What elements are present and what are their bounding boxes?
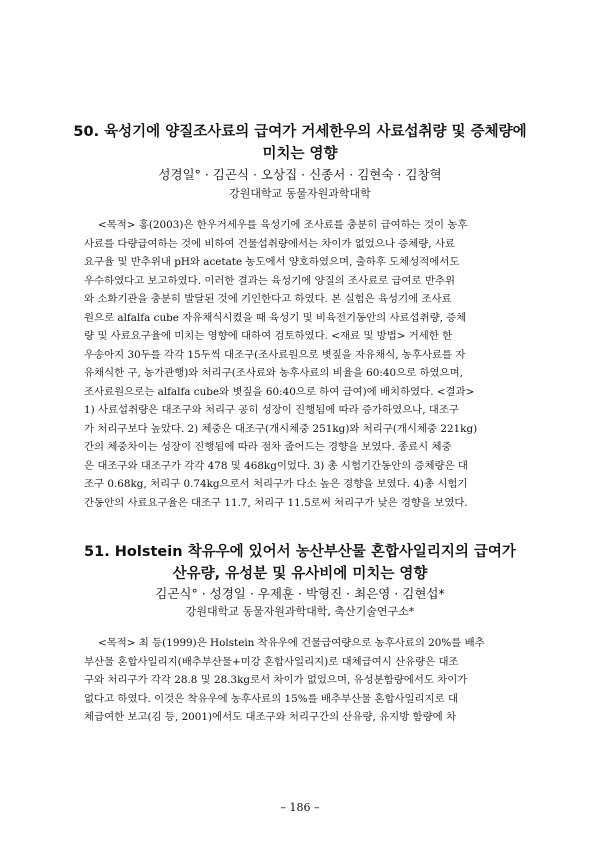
abstract-50-authors: 성경일° · 김곤식 · 오상집 · 신종서 · 김현숙 · 김창혁: [158, 167, 442, 182]
paragraph-line: 간의 체중차이는 성장이 진행됨에 따라 점차 줄어드는 경향을 보였다. 종료시 체중: [84, 441, 452, 453]
paragraph-line: 구와 처리구가 각각 28.8 및 28.3kg로서 차이가 없었으며, 유성분함량에서도 차이가: [84, 674, 468, 686]
abstract-51-authors: 김곤식° · 성경일 · 우제훈 · 박형진 · 최은영 · 김현섭*: [155, 586, 445, 601]
paragraph-line: 없다고 하였다. 이것은 착유우에 농후사료의 15%를 배추부산물 혼합사일리지로 대: [84, 692, 459, 705]
paragraph-line: 은 대조구와 대조구가 각각 478 및 468kg이었다. 3) 총 시험기간동안의 증체량은 대: [84, 459, 468, 472]
abstract-50-title: [60, 121, 540, 165]
paragraph-line: 원으로 alfalfa cube 자유채식시켰을 때 육성기 및 비육전기동안의 사료섭취량, 증체: [84, 311, 467, 324]
paragraph-line: 조구 0.68kg, 처리구 0.74kg으로서 처리구가 다소 높은 경향을 보였다. 4)총 시험기: [84, 478, 468, 490]
paragraph-line: 우수하였다고 보고하였다. 이러한 결과는 육성기에 양질의 조사료로 급여로 반추위: [84, 274, 455, 287]
paragraph-line: 우송아지 30두를 각각 15두씩 대조구(조사료원으로 볏짚을 자유채식, 농후사료를 자: [84, 348, 466, 361]
abstract-51-body: [84, 634, 516, 727]
paragraph-line: 1) 사료섭취량은 대조구와 처리구 공히 성장이 진행됨에 따라 증가하였으나, 대조구: [84, 404, 459, 416]
paragraph-line: 요구율 및 반추위내 pH와 acetate 농도에서 양호하였으며, 출하후 도체성적에서도: [84, 256, 460, 268]
paragraph-line: 조사료원으로는 alfalfa cube와 볏짚을 60:40으로 하여 급여)에 배치하였다. <결과>: [84, 385, 475, 398]
paragraph-line: <목적> 최 등(1999)은 Holstein 착유우에 건물급여량으로 농후사료의 20%를 배추: [98, 637, 485, 649]
abstract-50-body: [84, 216, 516, 512]
paragraph-line: 유채식한 구, 농가관행)와 처리구(조사료와 농후사료의 비율을 60:40으로 하였으며,: [84, 367, 463, 379]
title-line: 50. 육성기에 양질조사료의 급여가 거세한우의 사료섭취량 및 증체량에: [73, 124, 527, 140]
paragraph-line: 간동안의 사료요구율은 대조구 11.7, 처리구 11.5로써 처리구가 낮은 경향을 보였다.: [84, 496, 468, 509]
paragraph-line: 와 소화기관을 충분히 발달된 것에 기인한다고 하였다. 본 실험은 육성기에 조사료: [84, 293, 452, 305]
page-number: – 186 –: [280, 801, 320, 814]
abstract-51-affiliation: 강원대학교 동물자원과학대학, 축산기술연구소*: [185, 605, 415, 618]
title-line: 미치는 영향: [262, 146, 338, 162]
title-line: 산유량, 유성분 및 유사비에 미치는 영향: [172, 566, 428, 582]
paragraph-line: 체급여한 보고(김 등, 2001)에서도 대조구와 처리구간의 산유량, 유지방 함량에 차: [84, 711, 457, 723]
paragraph-line: 부산물 혼합사일리지(배추부산물+미강 혼합사일리지)로 대체급여시 산유량은 대조: [84, 655, 459, 668]
abstract-51-title: [60, 541, 540, 585]
paragraph-line: <목적> 홍(2003)은 한우거세우를 육성기에 조사료를 충분히 급여하는 것이 농후: [98, 219, 468, 231]
abstract-50-affiliation: 강원대학교 동물자원과학대학: [229, 187, 371, 200]
paragraph-line: 가 처리구보다 높았다. 2) 체중은 대조구(개시체중 251kg)와 처리구(개시체중 221kg): [84, 422, 478, 435]
paragraph-line: 량 및 사료요구율에 미치는 영향에 대하여 검토하였다. <재료 및 방법> 거세한 한: [84, 330, 453, 342]
paragraph-line: 사료를 다량급여하는 것에 비하여 건물섭취량에서는 차이가 없었으나 증체량, 사료: [84, 237, 455, 250]
title-line: 51. Holstein 착유우에 있어서 농산부산물 혼합사일리지의 급여가: [84, 544, 516, 560]
